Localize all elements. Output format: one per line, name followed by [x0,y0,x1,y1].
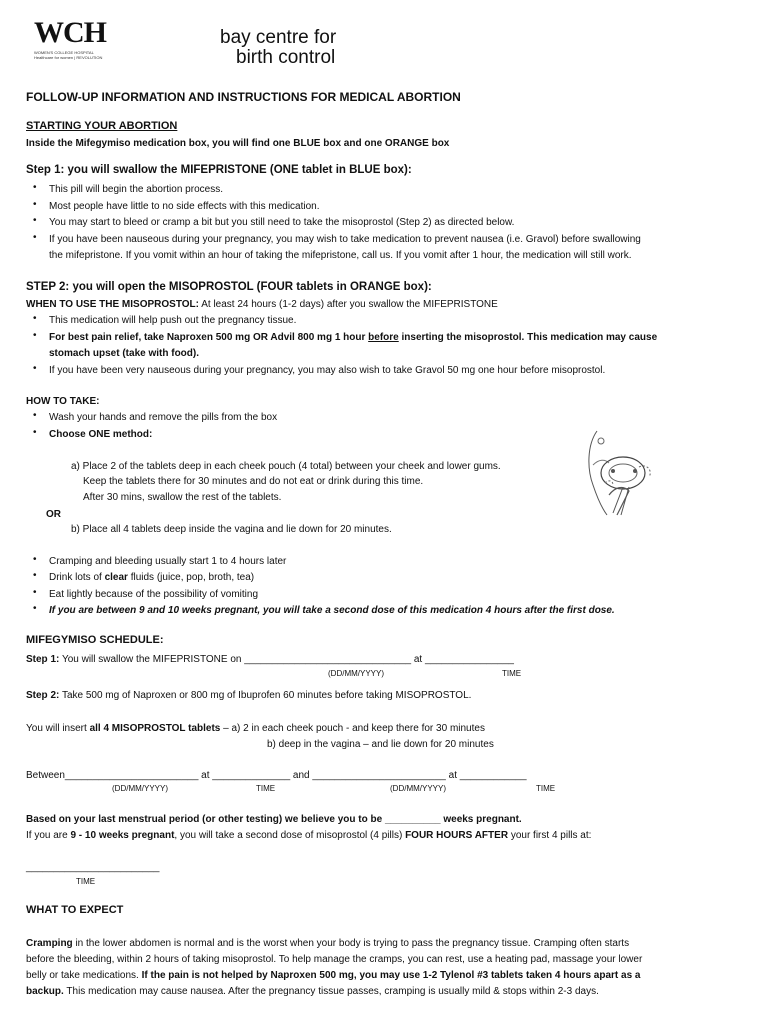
bullet: • [33,363,37,374]
lmp-line: Based on your last menstrual period (or other testing) we believe you to be __________ weeks pregnant. [26,814,522,825]
text-span: , you will take a second dose of misoprostol (4 pills) [174,830,406,841]
time-caption: TIME [256,784,276,793]
text-span: fluids (juice, pop, broth, tea) [127,572,255,583]
step-label: Step 1: [26,654,60,665]
second-dose-line [26,828,591,844]
bullet: • [33,427,37,438]
bullet: • [33,182,37,193]
expect-line1 [26,936,629,952]
logo-mark: WCH [34,16,106,49]
bullet: • [33,587,37,598]
time-caption: TIME [502,669,522,678]
list-item-continued: the mifepristone. If you vomit within an hour of taking the mifepristone, call us. If you vomit after 1 hour, the medication will still work. [49,250,632,261]
list-item: Wash your hands and remove the pills from the box [49,412,278,423]
schedule-heading: MIFEGYMISO SCHEDULE: [26,634,164,646]
list-item: If you have been very nauseous during your pregnancy, you may also wish to take Gravol 50 mg one hour before misoprostol. [49,365,606,376]
text-span: For best pain relief, take Naproxen 500 mg OR Advil 800 mg 1 hour [49,332,369,343]
expect-line4 [26,984,599,1000]
expect-heading: WHAT TO EXPECT [26,904,124,916]
bold-text: clear [104,572,128,583]
cheek-pouch-illustration [583,425,661,517]
text-span: in the lower abdomen is normal and is the worst when your body is trying to pass the pregnancy tissue. Cramping often starts [72,938,630,949]
schedule-step2 [26,688,471,704]
list-item: If you are between 9 and 10 weeks pregnant, you will take a second dose of this medication 4 hours after the first dose. [49,605,615,616]
option-a-line3: After 30 mins, swallow the rest of the tablets. [83,492,282,503]
list-item: This pill will begin the abortion process. [49,184,223,195]
list-item [49,330,657,346]
bold-text: all 4 MISOPROSTOL tablets [89,723,221,734]
text-span: belly or take medications. [26,970,142,981]
bold-text: backup. [26,986,64,997]
insert-line [26,721,485,737]
bullet: • [33,232,37,243]
list-item: Choose ONE method: [49,429,153,440]
between-line: Between________________________ at ______________ and ________________________ at ____________ [26,770,527,781]
when-label: WHEN TO USE THE MISOPROSTOL: [26,299,199,310]
text-span: – a) 2 in each cheek pouch - and keep there for 30 minutes [220,723,485,734]
step-text: Take 500 mg of Naproxen or 800 mg of Ibuprofen 60 minutes before taking MISOPROSTOL. [59,690,472,701]
page-title: FOLLOW-UP INFORMATION AND INSTRUCTIONS FOR MEDICAL ABORTION [26,90,461,104]
time-caption: TIME [76,877,96,886]
list-item: This medication will help push out the pregnancy tissue. [49,315,297,326]
step-label: Step 2: [26,690,60,701]
bullet: • [33,603,37,614]
text-span: If you are [26,830,71,841]
schedule-step1 [26,652,514,668]
howto-heading: HOW TO TAKE: [26,396,100,407]
list-item: Eat lightly because of the possibility of vomiting [49,589,258,600]
list-item-continued: stomach upset (take with food). [49,348,200,359]
insert-line-b: b) deep in the vagina – and lie down for 20 minutes [267,739,494,750]
list-item: You may start to bleed or cramp a bit but you still need to take the misoprostol (Step 2) as directed below. [49,217,515,228]
step2-heading: STEP 2: you will open the MISOPROSTOL (FOUR tablets in ORANGE box): [26,281,432,293]
list-item: If you have been nauseous during your pregnancy, you may wish to take medication to prevent nausea (i.e. Gravol) before swallowing [49,234,641,245]
text-span: This medication may cause nausea. After the pregnancy tissue passes, cramping is usually mild & stops within 2-3 days. [63,986,599,997]
bold-text: Cramping [26,938,73,949]
section-heading-starting: STARTING YOUR ABORTION [26,120,178,132]
bullet: • [33,199,37,210]
option-a-line1: a) Place 2 of the tablets deep in each cheek pouch (4 total) between your cheek and lower gums. [71,461,501,472]
text-span: Drink lots of [49,572,105,583]
time-caption: TIME [536,784,556,793]
bullet: • [33,215,37,226]
option-a-line2: Keep the tablets there for 30 minutes and do not eat or drink during this time. [83,476,424,487]
expect-line2: before the bleeding, within 2 hours of taking misoprostol. To help manage the cramps, you can rest, use a heating pad, massage your lower [26,954,643,965]
list-item: Cramping and bleeding usually start 1 to 4 hours later [49,556,287,567]
brand-line1: bay centre for [220,27,337,48]
list-item [49,570,254,586]
list-item: Most people have little to no side effects with this medication. [49,201,320,212]
text-span: your first 4 pills at: [508,830,592,841]
bullet: • [33,570,37,581]
step-text: You will swallow the MIFEPRISTONE on ______________________________ at ________________ [59,654,514,665]
when-text: At least 24 hours (1-2 days) after you swallow the MIFEPRISTONE [198,299,498,310]
starting-text: Inside the Mifegymiso medication box, you will find one BLUE box and one ORANGE box [26,138,450,149]
logo-line1: WOMEN'S COLLEGE HOSPITAL [34,50,94,55]
text-span: You will insert [26,723,90,734]
bold-text: If the pain is not helped by Naproxen 500 mg, you may use 1-2 Tylenol #3 tablets taken 4 hours apart as a [141,970,641,981]
brand-name [220,28,336,68]
hospital-logo [34,16,106,50]
logo-line2: Healthcare for women | REVOLUTION [34,55,103,60]
date-caption: (DD/MM/YYYY) [390,784,446,793]
logo-subtext [34,50,102,60]
text-span: inserting the misoprostol. This medication may cause [398,332,658,343]
bullet: • [33,554,37,565]
bullet: • [33,330,37,341]
bold-text: FOUR HOURS AFTER [405,830,509,841]
or-label: OR [46,509,61,520]
time-blank: ________________________ [26,862,160,873]
bold-text: 9 - 10 weeks pregnant [70,830,175,841]
bullet: • [33,313,37,324]
step1-heading: Step 1: you will swallow the MIFEPRISTONE (ONE tablet in BLUE box): [26,164,412,176]
option-b: b) Place all 4 tablets deep inside the vagina and lie down for 20 minutes. [71,524,392,535]
step2-when [26,297,498,313]
expect-line3 [26,968,640,984]
brand-line2: birth control [236,47,336,68]
bullet: • [33,410,37,421]
date-caption: (DD/MM/YYYY) [112,784,168,793]
date-caption: (DD/MM/YYYY) [328,669,384,678]
underlined-text: before [368,332,399,343]
